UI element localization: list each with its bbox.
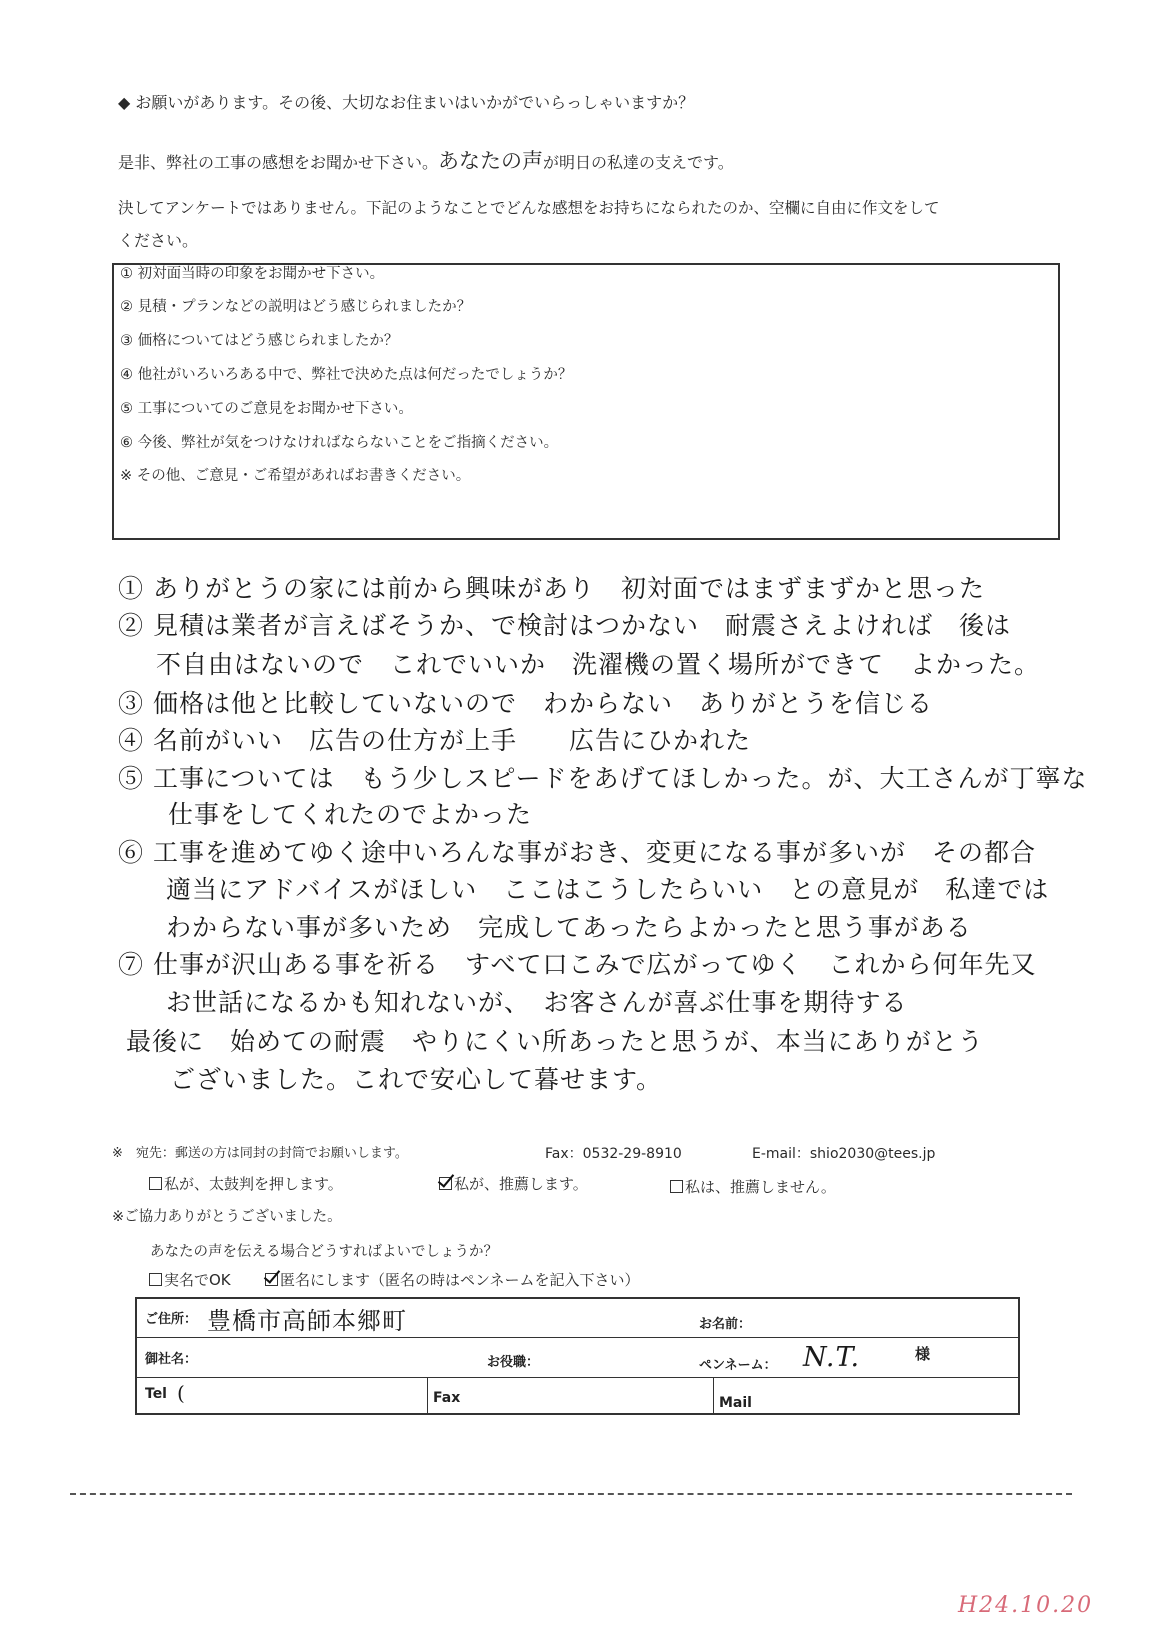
contact-form-table [135, 1297, 1020, 1415]
intro-line-2 [118, 145, 734, 175]
checkbox-real-name[interactable] [149, 1273, 162, 1286]
penname-field[interactable]: N.T. [803, 1342, 861, 1373]
penname-label: ペンネーム： [699, 1358, 777, 1373]
answer-line-13: 最後に 始めての耐震 やりにくい所あったと思うが、本当にありがとう [126, 1027, 984, 1056]
answer-line-9: 適当にアドバイスがほしい ここはこうしたらいい との意見が 私達では [166, 875, 1050, 904]
question-2: ② 見積・プランなどの説明はどう感じられましたか？ [120, 299, 472, 315]
name-option-real-label: 実名でOK [164, 1271, 231, 1289]
answer-line-10: わからない事が多いため 完成してあったらよかったと思う事がある [166, 913, 972, 942]
fax-label: Fax [433, 1390, 461, 1406]
name-label: お名前： [699, 1317, 752, 1332]
question-3: ③ 価格についてはどう感じられましたか？ [120, 333, 399, 349]
answer-line-12: お世話になるかも知れないが、 お客さんが喜ぶ仕事を期待する [166, 988, 908, 1017]
answer-line-3: 不自由はないので これでいいか 洗濯機の置く場所ができて よかった。 [156, 650, 1041, 679]
answer-line-5: ④ 名前がいい 広告の仕方が上手 広告にひかれた [118, 726, 751, 755]
form-divider-v2 [713, 1377, 714, 1413]
question-5: ⑤ 工事についてのご意見をお聞かせ下さい。 [120, 401, 413, 417]
question-6: ⑥ 今後、弊社が気をつけなければならないことをご指摘ください。 [120, 435, 559, 451]
mail-note: ※ 宛先：郵送の方は同封の封筒でお願いします。 [112, 1146, 408, 1161]
address-field[interactable]: 豊橋市高師本郷町 [207, 1307, 407, 1335]
honorific-label: 様 [915, 1345, 931, 1363]
recommend-option-3[interactable] [670, 1176, 836, 1197]
company-label: 御社名： [145, 1352, 198, 1367]
thanks-note: ※ご協力ありがとうございました。 [112, 1209, 342, 1225]
form-divider-2 [137, 1377, 1018, 1378]
answer-line-8: ⑥ 工事を進めてゆく途中いろんな事がおき、変更になる事が多いが その都合 [118, 838, 1036, 867]
cut-line [70, 1493, 1072, 1495]
address-label: ご住所： [145, 1312, 198, 1327]
recommend-option-1[interactable] [149, 1173, 343, 1194]
name-option-anonymous[interactable] [265, 1269, 640, 1290]
intro-line-2-emphasis: あなたの声 [438, 149, 544, 173]
question-other: ※ その他、ご意見・ご希望があればお書きください。 [120, 468, 471, 484]
question-4: ④ 他社がいろいろある中で、弊社で決めた点は何だったでしょうか？ [120, 367, 573, 383]
voice-question: あなたの声を伝える場合どうすればよいでしょうか？ [150, 1244, 498, 1260]
name-option-real[interactable] [149, 1269, 231, 1290]
answer-line-11: ⑦ 仕事が沢山ある事を祈る すべて口こみで広がってゆく これから何年先又 [118, 950, 1037, 979]
intro-line-1-text: お願いがあります。その後、大切なお住まいはいかがでいらっしゃいますか？ [135, 93, 695, 112]
intro-line-2-pre: 是非、弊社の工事の感想をお聞かせ下さい。 [118, 153, 439, 172]
answer-line-6: ⑤ 工事については もう少しスピードをあげてほしかった。が、大工さんが丁寧な [118, 764, 1088, 793]
position-label: お役職： [487, 1355, 540, 1370]
tel-label: Tel [145, 1386, 167, 1402]
answer-line-2: ② 見積は業者が言えばそうか、で検討はつかない 耐震さえよければ 後は [118, 611, 1011, 640]
form-divider-v1 [427, 1377, 428, 1413]
name-option-anonymous-label: 匿名にします（匿名の時はペンネームを記入下さい） [280, 1271, 640, 1289]
email-address: E-mail：shio2030@tees.jp [752, 1146, 936, 1162]
recommend-option-1-label: 私が、太鼓判を押します。 [164, 1175, 343, 1193]
intro-line-1 [118, 90, 694, 113]
answer-line-7: 仕事をしてくれたのでよかった [168, 800, 533, 829]
diamond-bullet-icon: ◆ [118, 93, 131, 112]
answer-line-4: ③ 価格は他と比較していないので わからない ありがとうを信じる [118, 689, 933, 718]
checkbox-recommend-strong[interactable] [149, 1177, 162, 1190]
intro-line-3: 決してアンケートではありません。下記のようなことでどんな感想をお持ちになられたのか、空欄に自由に作文をして [118, 199, 940, 217]
recommend-option-3-label: 私は、推薦しません。 [685, 1178, 836, 1196]
date-mark: H24.10.20 [958, 1593, 1094, 1618]
intro-line-2-post: が明日の私達の支えです。 [543, 153, 734, 172]
fax-number: Fax：0532-29-8910 [545, 1146, 682, 1162]
checkbox-recommend[interactable] [439, 1177, 452, 1190]
answer-line-1: ① ありがとうの家には前から興味があり 初対面ではまずまずかと思った [118, 574, 985, 603]
recommend-option-2[interactable] [439, 1173, 588, 1194]
intro-line-4: ください。 [118, 231, 199, 250]
form-divider-1 [137, 1337, 1018, 1338]
questions-box [112, 263, 1060, 540]
tel-field[interactable]: ( [177, 1381, 186, 1405]
checkbox-anonymous[interactable] [265, 1273, 278, 1286]
recommend-option-2-label: 私が、推薦します。 [454, 1175, 588, 1193]
question-1: ① 初対面当時の印象をお聞かせ下さい。 [120, 266, 385, 282]
mail-label: Mail [719, 1395, 752, 1411]
answer-line-14: ございました。これで安心して暮せます。 [170, 1065, 663, 1094]
checkbox-not-recommend[interactable] [670, 1180, 683, 1193]
